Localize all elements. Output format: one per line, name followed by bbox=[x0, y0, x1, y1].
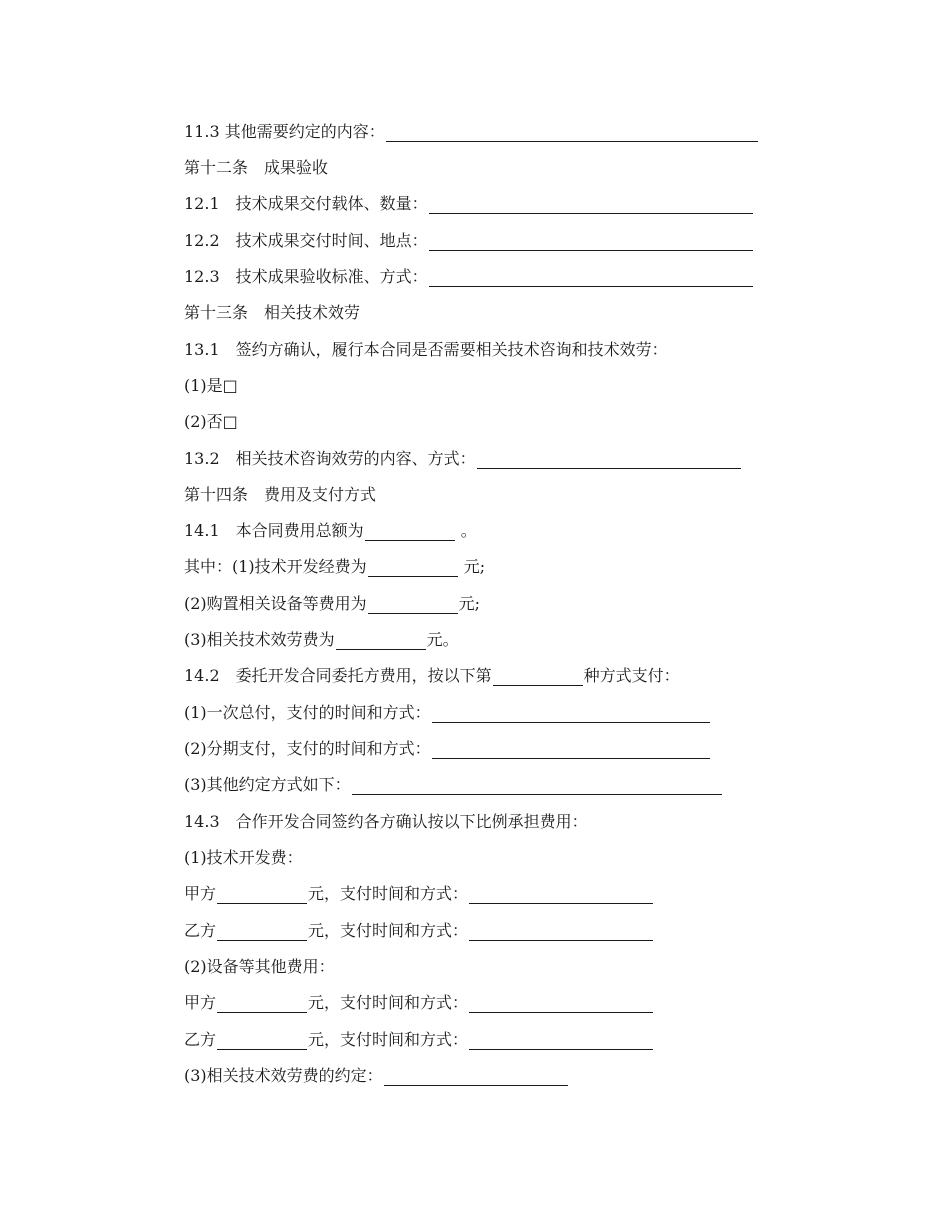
line-text: 元，支付时间和方式： bbox=[308, 884, 469, 903]
dev-fee-heading bbox=[184, 848, 303, 868]
clause-14-1 bbox=[184, 521, 477, 541]
fill-blank[interactable] bbox=[217, 888, 307, 904]
line-text: 乙方 bbox=[184, 921, 217, 940]
line-text: 乙方 bbox=[184, 1030, 217, 1049]
fill-blank[interactable] bbox=[217, 1034, 307, 1050]
line-text: 元; bbox=[458, 557, 486, 576]
line-text: (2)否□ bbox=[184, 412, 238, 431]
line-text: 元，支付时间和方式： bbox=[308, 921, 469, 940]
clause-14-2 bbox=[184, 666, 680, 686]
fill-blank[interactable] bbox=[336, 634, 426, 650]
option-yes[interactable] bbox=[184, 376, 238, 396]
fill-blank[interactable] bbox=[429, 198, 753, 214]
fill-blank[interactable] bbox=[352, 779, 722, 795]
fill-blank[interactable] bbox=[493, 670, 583, 686]
line-text: 元; bbox=[458, 594, 481, 613]
clause-11-3 bbox=[184, 122, 759, 142]
fill-blank[interactable] bbox=[432, 707, 710, 723]
equipment-fee-party-b bbox=[184, 1030, 654, 1050]
clause-12-1 bbox=[184, 194, 754, 214]
line-text: 种方式支付： bbox=[583, 666, 680, 685]
fee-equipment bbox=[184, 594, 480, 614]
clause-12-2 bbox=[184, 231, 754, 251]
line-text: 12.2 技术成果交付时间、地点： bbox=[184, 231, 428, 250]
clause-13-1 bbox=[184, 340, 668, 360]
service-fee-agreement bbox=[184, 1066, 569, 1086]
line-text: 14.1 本合同费用总额为 bbox=[184, 521, 364, 540]
line-text: 元，支付时间和方式： bbox=[308, 993, 469, 1012]
line-text: 第十四条 费用及支付方式 bbox=[184, 485, 377, 504]
dev-fee-party-a bbox=[184, 884, 654, 904]
line-text: (2)分期支付，支付的时间和方式： bbox=[184, 739, 431, 758]
article-13-heading bbox=[184, 303, 360, 323]
line-text: (1)技术开发费： bbox=[184, 848, 303, 867]
fill-blank[interactable] bbox=[217, 925, 307, 941]
fill-blank[interactable] bbox=[432, 743, 710, 759]
line-text: 11.3 其他需要约定的内容： bbox=[184, 122, 385, 141]
line-text: (3)相关技术效劳费的约定： bbox=[184, 1066, 383, 1085]
fill-blank[interactable] bbox=[469, 888, 653, 904]
line-text: (3)相关技术效劳费为 bbox=[184, 630, 335, 649]
fill-blank[interactable] bbox=[368, 598, 458, 614]
equipment-fee-party-a bbox=[184, 993, 654, 1013]
fill-blank[interactable] bbox=[217, 997, 307, 1013]
line-text: 甲方 bbox=[184, 993, 217, 1012]
line-text: 第十二条 成果验收 bbox=[184, 158, 329, 177]
line-text: (3)其他约定方式如下： bbox=[184, 775, 351, 794]
line-text: 元。 bbox=[426, 630, 459, 649]
payment-lump-sum bbox=[184, 703, 711, 723]
fill-blank[interactable] bbox=[365, 525, 455, 541]
fill-blank[interactable] bbox=[469, 1034, 653, 1050]
payment-other bbox=[184, 775, 723, 795]
fill-blank[interactable] bbox=[429, 271, 753, 287]
line-text: 元，支付时间和方式： bbox=[308, 1030, 469, 1049]
fill-blank[interactable] bbox=[469, 997, 653, 1013]
line-text: 其中：(1)技术开发经费为 bbox=[184, 557, 367, 576]
line-text: (1)是□ bbox=[184, 376, 238, 395]
fill-blank[interactable] bbox=[469, 925, 653, 941]
line-text: (2)购置相关设备等费用为 bbox=[184, 594, 367, 613]
line-text: 。 bbox=[455, 521, 477, 540]
line-text: (1)一次总付，支付的时间和方式： bbox=[184, 703, 431, 722]
fill-blank[interactable] bbox=[477, 453, 741, 469]
fee-service bbox=[184, 630, 459, 650]
fee-dev-funding bbox=[184, 557, 485, 577]
clause-14-3 bbox=[184, 812, 588, 832]
article-14-heading bbox=[184, 485, 376, 505]
line-text: (2)设备等其他费用： bbox=[184, 957, 335, 976]
payment-installment bbox=[184, 739, 711, 759]
line-text: 13.1 签约方确认，履行本合同是否需要相关技术咨询和技术效劳： bbox=[184, 340, 668, 359]
clause-13-2 bbox=[184, 449, 742, 469]
article-12-heading bbox=[184, 158, 328, 178]
line-text: 14.2 委托开发合同委托方费用，按以下第 bbox=[184, 666, 492, 685]
line-text: 12.3 技术成果验收标准、方式： bbox=[184, 267, 428, 286]
clause-12-3 bbox=[184, 267, 754, 287]
line-text: 14.3 合作开发合同签约各方确认按以下比例承担费用： bbox=[184, 812, 588, 831]
line-text: 甲方 bbox=[184, 884, 217, 903]
line-text: 13.2 相关技术咨询效劳的内容、方式： bbox=[184, 449, 476, 468]
dev-fee-party-b bbox=[184, 921, 654, 941]
equipment-fee-heading bbox=[184, 957, 335, 977]
fill-blank[interactable] bbox=[386, 126, 758, 142]
fill-blank[interactable] bbox=[384, 1070, 568, 1086]
option-no[interactable] bbox=[184, 412, 238, 432]
fill-blank[interactable] bbox=[429, 235, 753, 251]
fill-blank[interactable] bbox=[368, 561, 458, 577]
line-text: 12.1 技术成果交付载体、数量： bbox=[184, 194, 428, 213]
line-text: 第十三条 相关技术效劳 bbox=[184, 303, 361, 322]
